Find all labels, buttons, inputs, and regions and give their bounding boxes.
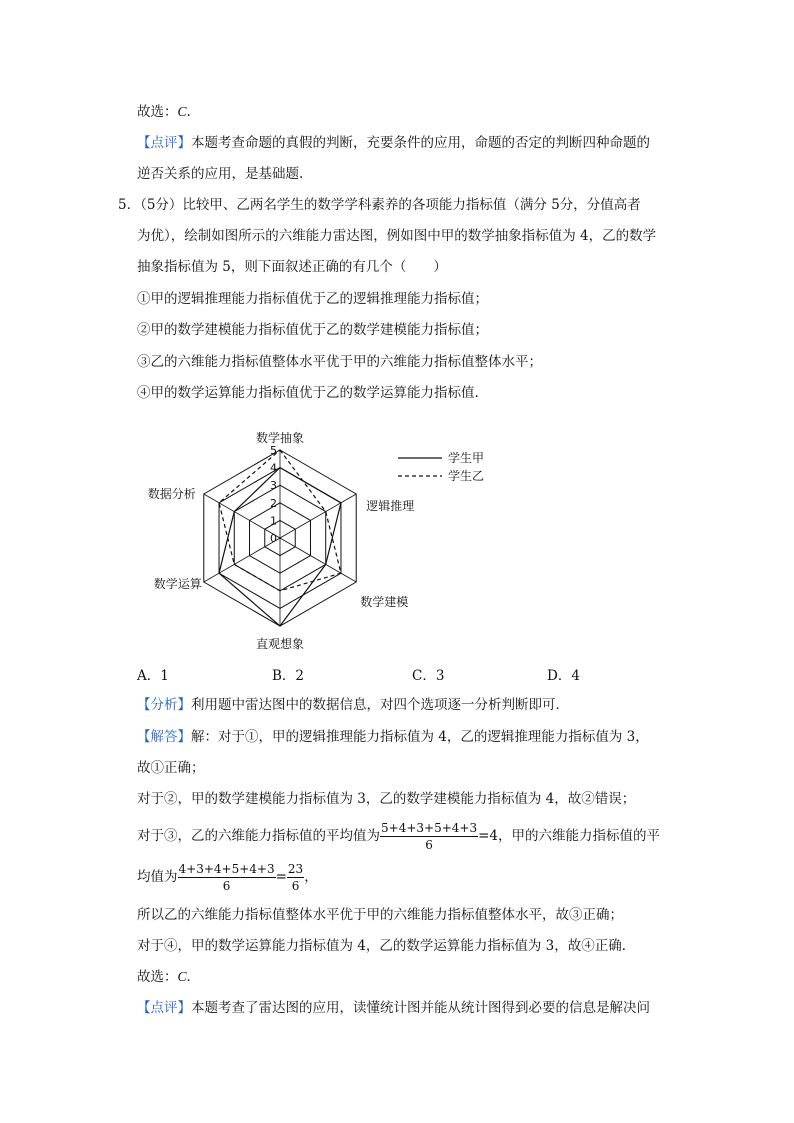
answer-choice-prefix: 故选：: [137, 969, 178, 985]
answer-tag: 【解答】: [137, 729, 191, 745]
statement-4: ④甲的数学运算能力指标值优于乙的数学运算能力指标值.: [137, 385, 479, 401]
question-line2: 为优），绘制如图所示的六维能力雷达图，例如图中甲的数学抽象指标值为 4，乙的数学: [137, 228, 657, 244]
question-line3: 抽象指标值为 5，则下面叙述正确的有几个（ ）: [137, 259, 447, 275]
answer-choice: [137, 967, 200, 987]
fraction-3-numerator: 23: [287, 862, 304, 876]
fraction-1-numerator: 5+4+3+5+4+3: [381, 821, 478, 835]
option-c: C．3: [412, 668, 445, 684]
question-number: 5．: [118, 197, 141, 213]
answer-line7: 对于④，甲的数学运算能力指标值为 4，乙的数学运算能力指标值为 3，故④正确．: [137, 938, 636, 954]
prev-choice-end: .: [186, 104, 191, 120]
fraction-2-numerator: 4+3+4+5+4+3: [178, 862, 275, 876]
answer-line5-pre: 均值为: [137, 869, 178, 885]
answer-line5: [137, 861, 318, 894]
final-comment: [137, 998, 650, 1018]
prev-choice-letter: C: [177, 104, 187, 119]
axis-label-1: 数学抽象: [255, 431, 305, 445]
final-comment-text: 本题考查了雷达图的应用，读懂统计图并能从统计图得到必要的信息是解决问: [191, 1000, 650, 1016]
tick-label-0: 0: [270, 532, 277, 545]
prev-comment-tag: 【点评】: [137, 135, 191, 151]
tick-label-2: 2: [270, 496, 277, 510]
analysis-line: [137, 695, 569, 715]
fraction-1-denominator: 6: [425, 838, 433, 852]
answer-line6: 所以乙的六维能力指标值整体水平优于甲的六维能力指标值整体水平，故③正确；: [137, 907, 623, 923]
axis-label-4: 直观想象: [255, 637, 305, 651]
spoke-5: [204, 538, 280, 582]
prev-comment-text1: 本题考查命题的真假的判断，充要条件的应用，命题的否定的判断四种命题的: [191, 135, 650, 151]
equals-sign: =: [275, 869, 287, 885]
option-b: B．2: [272, 668, 305, 684]
question-line1: [118, 195, 641, 215]
legend-label-1: 学生甲: [448, 451, 485, 465]
answer-line4-post: =4，甲的六维能力指标值的平: [478, 828, 660, 844]
answer-line4-pre: 对于③，乙的六维能力指标值的平均值为: [137, 828, 380, 844]
axis-label-3: 数学建模: [360, 595, 409, 609]
spoke-6: [204, 494, 280, 538]
axis-label-5: 数学运算: [153, 577, 202, 591]
radar-legend: [398, 450, 484, 483]
answer-line3: 对于②，甲的数学建模能力指标值为 3，乙的数学建模能力指标值为 4，故②错误；: [137, 791, 636, 807]
radar-axis-labels: [148, 430, 414, 651]
analysis-tag: 【分析】: [137, 697, 191, 713]
answer-line2: 故①正确；: [137, 760, 205, 776]
tick-label-3: 3: [270, 479, 277, 493]
statement-2: ②甲的数学建模能力指标值优于乙的数学建模能力指标值；: [137, 322, 488, 338]
prev-comment-line1: [137, 133, 650, 153]
fraction-2-denominator: 6: [222, 879, 231, 893]
prev-choice-prefix: 故选：: [137, 104, 178, 120]
statement-1: ①甲的逻辑推理能力指标值优于乙的逻辑推理能力指标值；: [137, 291, 488, 307]
option-a: A．1: [137, 668, 169, 684]
radar-chart: [130, 412, 510, 652]
question-text1: （5分）比较甲、乙两名学生的数学学科素养的各项能力指标值（满分 5分，分值高者: [140, 197, 641, 213]
fraction-3: [287, 861, 304, 894]
prev-choice: [137, 102, 191, 122]
final-comment-tag: 【点评】: [137, 1000, 191, 1016]
axis-label-6: 数据分析: [147, 487, 196, 501]
answer-line4: [137, 820, 660, 853]
tick-label-5: 5: [270, 444, 277, 457]
radar-spokes: [204, 450, 356, 626]
answer-text1: 解：对于①，甲的逻辑推理能力指标值为 4，乙的逻辑推理能力指标值为 3，: [191, 729, 649, 745]
fraction-2: [178, 861, 276, 894]
statement-3: ③乙的六维能力指标值整体水平优于甲的六维能力指标值整体水平；: [137, 354, 542, 370]
fraction-1: [380, 820, 478, 853]
answer-choice-letter: C: [177, 969, 187, 984]
analysis-text: 利用题中雷达图中的数据信息，对四个选项逐一分析判断即可．: [191, 697, 569, 713]
prev-comment-line2: 逆否关系的应用，是基础题.: [137, 166, 304, 182]
answer-line5-post: ，: [304, 869, 318, 885]
legend-label-2: 学生乙: [448, 469, 485, 483]
option-d: D．4: [547, 668, 580, 684]
answer-choice-end: ．: [186, 969, 201, 985]
axis-label-2: 逻辑推理: [366, 499, 415, 513]
radar-tick-labels: [270, 444, 277, 545]
tick-label-4: 4: [270, 461, 277, 475]
answer-line1: [137, 727, 649, 747]
tick-label-1: 1: [270, 514, 277, 528]
fraction-3-denominator: 6: [291, 879, 300, 893]
